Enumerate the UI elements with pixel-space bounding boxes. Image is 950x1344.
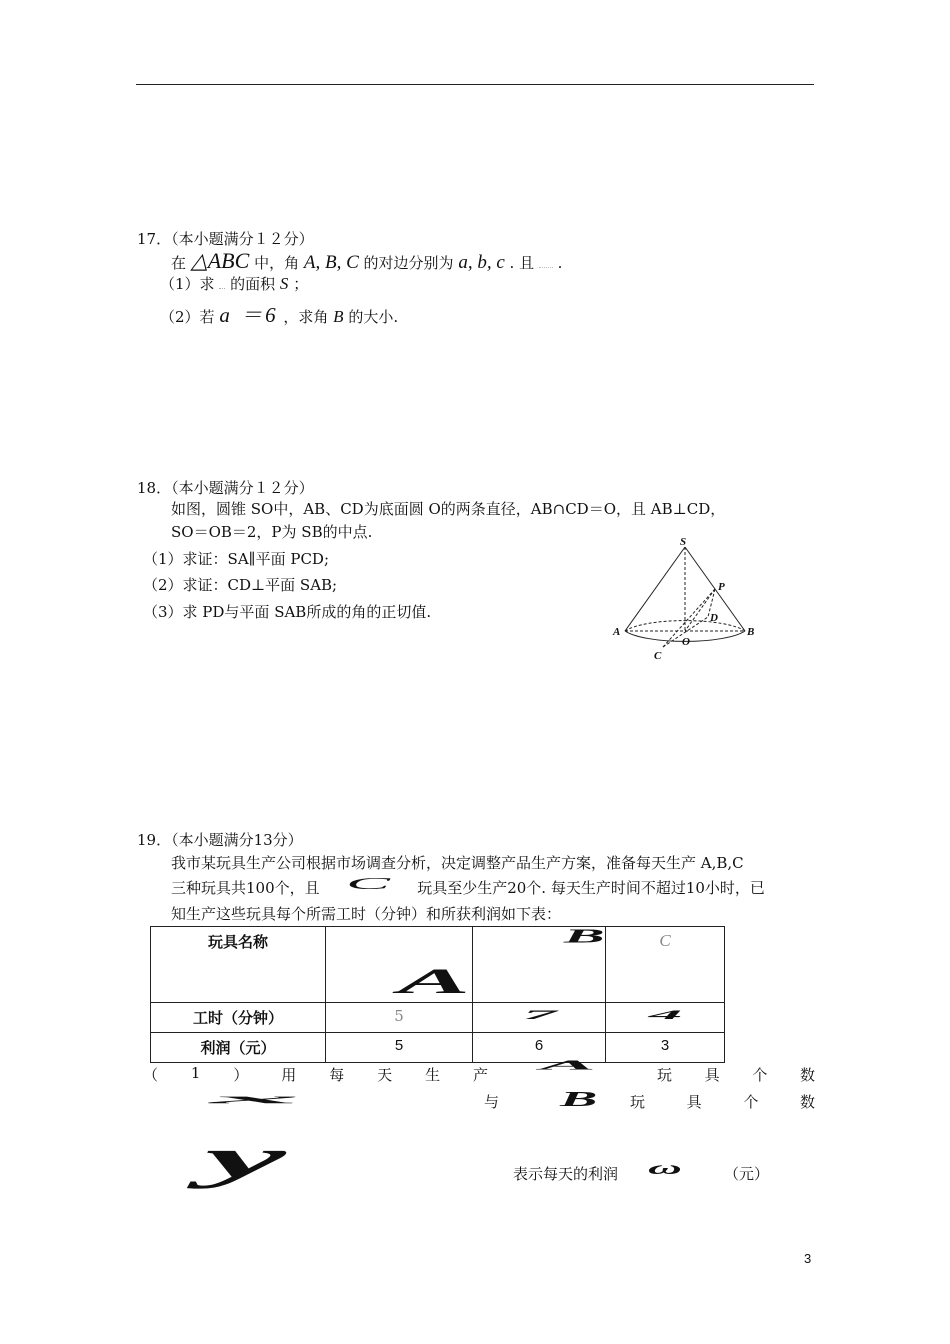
- q19-header: 19．（本小题满分13分）: [137, 831, 303, 849]
- table-row: [151, 1003, 725, 1033]
- sides-abc: a, b, c: [458, 252, 505, 273]
- hours-b: 7: [473, 1003, 606, 1033]
- page-number: 3: [804, 1251, 812, 1266]
- var-x-line: x: [210, 1090, 300, 1107]
- triangle-abc: △ABC: [190, 248, 250, 273]
- q17-line1: 在 △ABC 中，角 A, B, C 的对边分别为 a, b, c . 且 .: [171, 248, 563, 273]
- q19-part1-left: （ 1 ） 用 每 天 生 产: [143, 1064, 488, 1084]
- q19-line3: 知生产这些玩具每个所需工时（分钟）和所获利润如下表：: [171, 905, 562, 923]
- formula-placeholder-icon: [539, 259, 553, 268]
- header-rule: [136, 84, 814, 85]
- q18-part1: （1）求证：SA∥平面 PCD;: [143, 550, 329, 568]
- q19-part1-right: 玩 具 个 数: [657, 1066, 815, 1084]
- label-a: A: [613, 626, 621, 638]
- var-omega: ω: [648, 1158, 682, 1179]
- q18-line1: 如图，圆锥 SO中，AB、CD为底面圆 O的两条直径，AB∩CD＝O，且 AB⊥CD，: [171, 500, 726, 518]
- slant-sa: [625, 547, 685, 631]
- segment-po: [685, 589, 715, 631]
- a-equals-6: a ＝6: [219, 303, 279, 327]
- hours-a: 5: [326, 1003, 473, 1033]
- profit-b: 6: [473, 1033, 606, 1063]
- q17-part1: （1）求 的面积 S ；: [160, 274, 309, 293]
- var-a-line: A: [540, 1058, 597, 1073]
- header-a: A: [326, 927, 473, 1003]
- label-c: C: [654, 650, 662, 662]
- header-c: C: [606, 927, 725, 1003]
- table-header-row: [151, 927, 725, 1003]
- toy-table: [150, 926, 725, 1063]
- q18-part3: （3）求 PD与平面 SAB所成的角的正切值.: [143, 603, 432, 621]
- row-hours-label: 工时（分钟）: [151, 1003, 326, 1033]
- q19-line2: 三种玩具共100个，且 C 玩具至少生产20个. 每天生产时间不超过10小时，已: [171, 874, 765, 897]
- hours-c: 4: [606, 1003, 725, 1033]
- q19-line1: 我市某玩具生产公司根据市场调查分析，决定调整产品生产方案，准备每天生产 A,B,C: [171, 854, 744, 872]
- profit-c: 3: [606, 1033, 725, 1063]
- with-text: 与: [484, 1093, 500, 1111]
- q17-part2: （2）若 a ＝6 ，求角 B 的大小.: [160, 303, 399, 327]
- var-y-line: y: [205, 1127, 286, 1190]
- cone-figure: [605, 535, 765, 665]
- q17-header: 17．（本小题满分１２分）: [137, 230, 314, 248]
- row-profit-label: 利润（元）: [151, 1033, 326, 1063]
- q18-header: 18．（本小题满分１２分）: [137, 479, 314, 497]
- q18-line2: SO＝OB＝2，P为 SB的中点.: [171, 523, 373, 541]
- var-c: C: [346, 874, 391, 893]
- unit-yuan: （元）: [724, 1165, 770, 1183]
- q19-part1-right2: 玩 具 个 数: [630, 1093, 815, 1111]
- profit-text: 表示每天的利润: [513, 1165, 619, 1183]
- label-d: D: [710, 612, 718, 624]
- var-b-line: B: [560, 1088, 598, 1112]
- label-s: S: [680, 536, 687, 548]
- label-b: B: [747, 626, 755, 638]
- label-o: O: [682, 636, 690, 648]
- label-p: P: [718, 581, 725, 593]
- header-name: 玩具名称: [151, 927, 326, 1003]
- header-b: B: [473, 927, 606, 1003]
- q18-part2: （2）求证：CD⊥平面 SAB;: [143, 576, 338, 594]
- table-row: [151, 1033, 725, 1063]
- angles-abc: A, B, C: [303, 252, 359, 273]
- triangle-placeholder-icon: [219, 278, 225, 289]
- profit-a: 5: [326, 1033, 473, 1063]
